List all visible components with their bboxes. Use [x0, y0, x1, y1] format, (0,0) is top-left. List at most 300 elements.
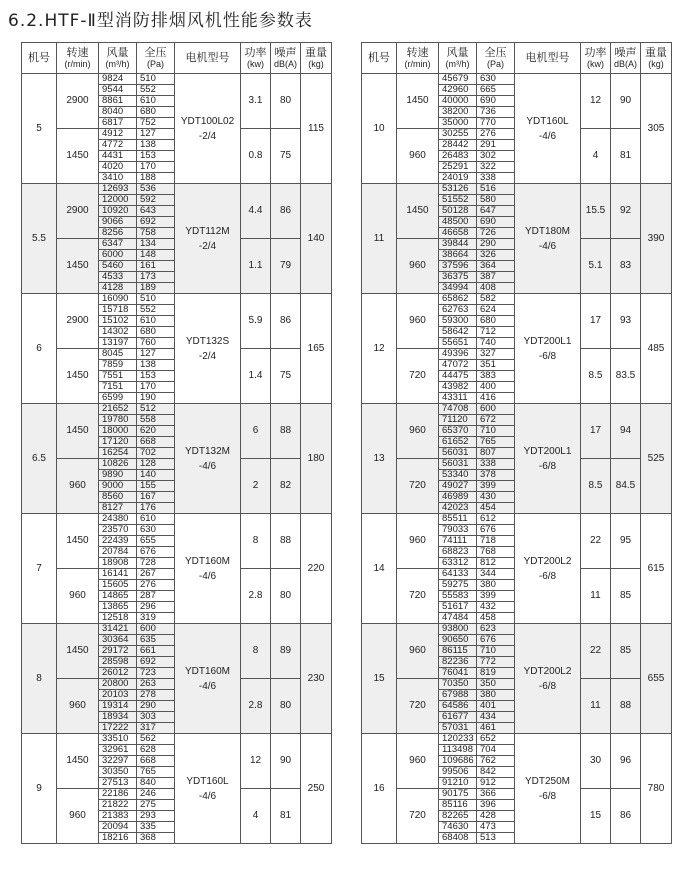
speed-cell: 720 [397, 679, 439, 734]
motor-model-line: -6/8 [538, 460, 557, 472]
pressure-cell: 652 [477, 734, 515, 745]
motor-model-line: YDT200L1 [523, 445, 572, 457]
speed-cell: 960 [57, 459, 99, 514]
pressure-cell: 173 [137, 272, 175, 283]
flow-cell: 91210 [439, 778, 477, 789]
pressure-cell: 458 [477, 613, 515, 624]
pressure-cell: 655 [137, 536, 175, 547]
flow-cell: 15718 [99, 305, 137, 316]
pressure-cell: 690 [477, 217, 515, 228]
pressure-cell: 630 [137, 525, 175, 536]
motor-model-cell [175, 404, 241, 514]
flow-cell: 67988 [439, 690, 477, 701]
pressure-cell: 383 [477, 371, 515, 382]
speed-cell: 960 [397, 239, 439, 294]
noise-cell: 80 [271, 74, 301, 129]
flow-cell: 74630 [439, 822, 477, 833]
pressure-cell: 676 [477, 635, 515, 646]
motor-model-line: YDT160M [184, 555, 230, 567]
power-cell: 17 [581, 404, 611, 459]
flow-cell: 79033 [439, 525, 477, 536]
header-power-unit: (kw) [247, 58, 264, 69]
motor-model-line: YDT180M [524, 225, 570, 237]
pressure-cell: 368 [137, 833, 175, 844]
pressure-cell: 758 [137, 228, 175, 239]
pressure-cell: 610 [137, 316, 175, 327]
pressure-cell: 153 [137, 371, 175, 382]
flow-cell: 16090 [99, 294, 137, 305]
pressure-cell: 762 [477, 756, 515, 767]
speed-cell: 1450 [57, 129, 99, 184]
flow-cell: 4772 [99, 140, 137, 151]
weight-cell: 615 [641, 514, 672, 624]
flow-cell: 48500 [439, 217, 477, 228]
noise-cell: 94 [611, 404, 641, 459]
pressure-cell: 912 [477, 778, 515, 789]
motor-model-line: YDT160L [526, 115, 569, 127]
flow-cell: 4431 [99, 151, 137, 162]
header-row [22, 43, 332, 74]
flow-cell: 9890 [99, 470, 137, 481]
pressure-cell: 726 [477, 228, 515, 239]
power-cell: 8 [241, 624, 271, 679]
header-flow-unit: (m³/h) [445, 58, 470, 69]
flow-cell: 56031 [439, 459, 477, 470]
flow-cell: 47072 [439, 360, 477, 371]
flow-cell: 18216 [99, 833, 137, 844]
table-row [362, 404, 672, 415]
weight-cell: 390 [641, 184, 672, 294]
flow-cell: 13865 [99, 602, 137, 613]
header-noise-label: 噪声 [614, 46, 637, 59]
header-motor-label: 电机型号 [185, 51, 230, 64]
power-cell: 6 [241, 404, 271, 459]
motor-model-line: -4/6 [198, 680, 217, 692]
flow-cell: 31421 [99, 624, 137, 635]
noise-cell: 88 [271, 514, 301, 569]
pressure-cell: 170 [137, 382, 175, 393]
flow-cell: 4128 [99, 283, 137, 294]
flow-cell: 30350 [99, 767, 137, 778]
flow-cell: 4020 [99, 162, 137, 173]
pressure-cell: 399 [477, 481, 515, 492]
header-flow-unit: (m³/h) [105, 58, 130, 69]
pressure-cell: 702 [137, 448, 175, 459]
table-row [22, 734, 332, 745]
flow-cell: 14865 [99, 591, 137, 602]
flow-cell: 26012 [99, 668, 137, 679]
pressure-cell: 692 [137, 657, 175, 668]
header-model-no [22, 43, 57, 74]
motor-model-cell [175, 624, 241, 734]
flow-cell: 85116 [439, 800, 477, 811]
pressure-cell: 293 [137, 811, 175, 822]
flow-cell: 20784 [99, 547, 137, 558]
pressure-cell: 246 [137, 789, 175, 800]
flow-cell: 68823 [439, 547, 477, 558]
power-cell: 15.5 [581, 184, 611, 239]
flow-cell: 51617 [439, 602, 477, 613]
header-pressure [137, 43, 175, 74]
header-weight-label: 重量 [305, 46, 327, 59]
flow-cell: 16141 [99, 569, 137, 580]
speed-cell: 1450 [57, 624, 99, 679]
pressure-cell: 620 [137, 426, 175, 437]
noise-cell: 85 [611, 624, 641, 679]
motor-model-line: -6/8 [538, 790, 557, 802]
pressure-cell: 335 [137, 822, 175, 833]
flow-cell: 59275 [439, 580, 477, 591]
pressure-cell: 263 [137, 679, 175, 690]
flow-cell: 68408 [439, 833, 477, 844]
header-motor [515, 43, 581, 74]
flow-cell: 28442 [439, 140, 477, 151]
motor-model-cell [515, 624, 581, 734]
pressure-cell: 326 [477, 250, 515, 261]
flow-cell: 63312 [439, 558, 477, 569]
motor-model-line: YDT160M [184, 665, 230, 677]
pressure-cell: 718 [477, 536, 515, 547]
header-power [241, 43, 271, 74]
flow-cell: 39844 [439, 239, 477, 250]
flow-cell: 42023 [439, 503, 477, 514]
pressure-cell: 327 [477, 349, 515, 360]
pressure-cell: 819 [477, 668, 515, 679]
motor-model-line: YDT132S [185, 335, 230, 347]
motor-model-line: -4/6 [538, 240, 557, 252]
header-power-label: 功率 [244, 46, 267, 59]
pressure-cell: 344 [477, 569, 515, 580]
header-speed-unit: (r/min) [64, 58, 91, 69]
power-cell: 0.8 [241, 129, 271, 184]
noise-cell: 83 [611, 239, 641, 294]
pressure-cell: 276 [137, 580, 175, 591]
flow-cell: 64586 [439, 701, 477, 712]
model-number-cell: 14 [362, 514, 397, 624]
pressure-cell: 807 [477, 448, 515, 459]
pressure-cell: 290 [477, 239, 515, 250]
flow-cell: 3410 [99, 173, 137, 184]
flow-cell: 82265 [439, 811, 477, 822]
speed-cell: 720 [397, 349, 439, 404]
header-noise [611, 43, 641, 74]
flow-cell: 9824 [99, 74, 137, 85]
weight-cell: 305 [641, 74, 672, 184]
header-noise-label: 噪声 [274, 46, 297, 59]
pressure-cell: 138 [137, 140, 175, 151]
flow-cell: 85511 [439, 514, 477, 525]
header-flow-label: 风量 [106, 46, 129, 59]
pressure-cell: 322 [477, 162, 515, 173]
flow-cell: 9544 [99, 85, 137, 96]
power-cell: 8.5 [581, 349, 611, 404]
header-speed [57, 43, 99, 74]
pressure-cell: 661 [137, 646, 175, 657]
pressure-cell: 728 [137, 558, 175, 569]
flow-cell: 76041 [439, 668, 477, 679]
noise-cell: 82 [271, 459, 301, 514]
power-cell: 11 [581, 569, 611, 624]
pressure-cell: 628 [137, 745, 175, 756]
model-number-cell: 15 [362, 624, 397, 734]
pressure-cell: 600 [477, 404, 515, 415]
pressure-cell: 840 [137, 778, 175, 789]
flow-cell: 120233 [439, 734, 477, 745]
flow-cell: 5460 [99, 261, 137, 272]
performance-table-left [21, 42, 332, 844]
pressure-cell: 461 [477, 723, 515, 734]
speed-cell: 960 [397, 294, 439, 349]
weight-cell: 230 [301, 624, 332, 734]
pressure-cell: 296 [137, 602, 175, 613]
pressure-cell: 610 [137, 96, 175, 107]
model-number-cell: 5 [22, 74, 57, 184]
pressure-cell: 690 [477, 96, 515, 107]
weight-cell: 115 [301, 74, 332, 184]
flow-cell: 65370 [439, 426, 477, 437]
motor-model-line: -2/4 [198, 350, 217, 362]
flow-cell: 18934 [99, 712, 137, 723]
noise-cell: 81 [271, 789, 301, 844]
pressure-cell: 275 [137, 800, 175, 811]
motor-model-line: -6/8 [538, 350, 557, 362]
flow-cell: 38664 [439, 250, 477, 261]
pressure-cell: 736 [477, 107, 515, 118]
flow-cell: 46989 [439, 492, 477, 503]
flow-cell: 57031 [439, 723, 477, 734]
flow-cell: 25291 [439, 162, 477, 173]
pressure-cell: 665 [477, 85, 515, 96]
model-number-cell: 7 [22, 514, 57, 624]
noise-cell: 84.5 [611, 459, 641, 514]
flow-cell: 7551 [99, 371, 137, 382]
flow-cell: 56031 [439, 448, 477, 459]
flow-cell: 90650 [439, 635, 477, 646]
flow-cell: 109686 [439, 756, 477, 767]
flow-cell: 8045 [99, 349, 137, 360]
pressure-cell: 516 [477, 184, 515, 195]
motor-model-line: YDT160L [186, 775, 229, 787]
pressure-cell: 378 [477, 470, 515, 481]
pressure-cell: 723 [137, 668, 175, 679]
noise-cell: 88 [271, 404, 301, 459]
power-cell: 4 [581, 129, 611, 184]
flow-cell: 21822 [99, 800, 137, 811]
weight-cell: 655 [641, 624, 672, 734]
pressure-cell: 643 [137, 206, 175, 217]
power-cell: 8.5 [581, 459, 611, 514]
flow-cell: 30364 [99, 635, 137, 646]
pressure-cell: 366 [477, 789, 515, 800]
speed-cell: 960 [397, 734, 439, 789]
speed-cell: 960 [397, 404, 439, 459]
header-noise-unit: dB(A) [613, 58, 637, 69]
table-row [22, 404, 332, 415]
flow-cell: 19780 [99, 415, 137, 426]
speed-cell: 720 [397, 789, 439, 844]
flow-cell: 43982 [439, 382, 477, 393]
noise-cell: 90 [611, 74, 641, 129]
header-weight-unit: (kg) [648, 58, 664, 69]
pressure-cell: 276 [477, 129, 515, 140]
pressure-cell: 399 [477, 591, 515, 602]
flow-cell: 74708 [439, 404, 477, 415]
motor-model-line: -6/8 [538, 570, 557, 582]
pressure-cell: 770 [477, 118, 515, 129]
flow-cell: 12518 [99, 613, 137, 624]
motor-model-line: YDT250M [524, 775, 570, 787]
speed-cell: 1450 [57, 514, 99, 569]
power-cell: 1.1 [241, 239, 271, 294]
model-number-cell: 6.5 [22, 404, 57, 514]
header-weight-label: 重量 [645, 46, 667, 59]
pressure-cell: 580 [477, 195, 515, 206]
motor-model-line: YDT132M [184, 445, 230, 457]
header-pressure-unit: (Pa) [146, 58, 164, 69]
flow-cell: 61652 [439, 437, 477, 448]
noise-cell: 75 [271, 129, 301, 184]
motor-model-cell [515, 294, 581, 404]
pressure-cell: 680 [477, 316, 515, 327]
motor-model-cell [515, 734, 581, 844]
flow-cell: 59300 [439, 316, 477, 327]
flow-cell: 6000 [99, 250, 137, 261]
flow-cell: 10920 [99, 206, 137, 217]
flow-cell: 53340 [439, 470, 477, 481]
header-speed-label: 转速 [406, 46, 429, 59]
noise-cell: 75 [271, 349, 301, 404]
flow-cell: 19314 [99, 701, 137, 712]
header-row [362, 43, 672, 74]
flow-cell: 42960 [439, 85, 477, 96]
pressure-cell: 513 [477, 833, 515, 844]
header-pressure [477, 43, 515, 74]
table-row [362, 294, 672, 305]
speed-cell: 1450 [57, 349, 99, 404]
weight-cell: 780 [641, 734, 672, 844]
flow-cell: 4533 [99, 272, 137, 283]
pressure-cell: 623 [477, 624, 515, 635]
flow-cell: 49027 [439, 481, 477, 492]
weight-cell: 525 [641, 404, 672, 514]
noise-cell: 90 [271, 734, 301, 789]
weight-cell: 165 [301, 294, 332, 404]
pressure-cell: 630 [477, 74, 515, 85]
header-noise-unit: dB(A) [273, 58, 297, 69]
flow-cell: 99506 [439, 767, 477, 778]
motor-model-cell [175, 294, 241, 404]
flow-cell: 28598 [99, 657, 137, 668]
flow-cell: 17222 [99, 723, 137, 734]
header-weight [301, 43, 332, 74]
pressure-cell: 552 [137, 305, 175, 316]
power-cell: 2.8 [241, 569, 271, 624]
pressure-cell: 692 [137, 217, 175, 228]
pressure-cell: 434 [477, 712, 515, 723]
flow-cell: 20103 [99, 690, 137, 701]
weight-cell: 485 [641, 294, 672, 404]
flow-cell: 6599 [99, 393, 137, 404]
pressure-cell: 350 [477, 679, 515, 690]
flow-cell: 74111 [439, 536, 477, 547]
speed-cell: 2900 [57, 294, 99, 349]
pressure-cell: 267 [137, 569, 175, 580]
flow-cell: 29172 [99, 646, 137, 657]
noise-cell: 85 [611, 569, 641, 624]
pressure-cell: 740 [477, 338, 515, 349]
flow-cell: 24019 [439, 173, 477, 184]
header-flow [99, 43, 137, 74]
noise-cell: 92 [611, 184, 641, 239]
pressure-cell: 400 [477, 382, 515, 393]
power-cell: 5.1 [581, 239, 611, 294]
motor-model-line: -6/8 [538, 680, 557, 692]
flow-cell: 44475 [439, 371, 477, 382]
model-number-cell: 9 [22, 734, 57, 844]
flow-cell: 13197 [99, 338, 137, 349]
speed-cell: 2900 [57, 184, 99, 239]
header-weight-unit: (kg) [308, 58, 324, 69]
motor-model-cell [175, 74, 241, 184]
flow-cell: 64133 [439, 569, 477, 580]
noise-cell: 96 [611, 734, 641, 789]
power-cell: 17 [581, 294, 611, 349]
speed-cell: 1450 [57, 404, 99, 459]
pressure-cell: 408 [477, 283, 515, 294]
pressure-cell: 380 [477, 690, 515, 701]
pressure-cell: 170 [137, 162, 175, 173]
table-row [22, 184, 332, 195]
flow-cell: 71120 [439, 415, 477, 426]
speed-cell: 720 [397, 569, 439, 624]
table-row [22, 294, 332, 305]
table-row [362, 514, 672, 525]
header-motor-label: 电机型号 [525, 51, 570, 64]
pressure-cell: 672 [477, 415, 515, 426]
weight-cell: 140 [301, 184, 332, 294]
pressure-cell: 291 [477, 140, 515, 151]
flow-cell: 47484 [439, 613, 477, 624]
pressure-cell: 338 [477, 173, 515, 184]
power-cell: 12 [581, 74, 611, 129]
speed-cell: 2900 [57, 74, 99, 129]
power-cell: 22 [581, 624, 611, 679]
pressure-cell: 552 [137, 85, 175, 96]
motor-model-line: -4/6 [198, 790, 217, 802]
pressure-cell: 558 [137, 415, 175, 426]
flow-cell: 35000 [439, 118, 477, 129]
speed-cell: 960 [397, 129, 439, 184]
speed-cell: 1450 [397, 74, 439, 129]
pressure-cell: 454 [477, 503, 515, 514]
pressure-cell: 188 [137, 173, 175, 184]
motor-model-line: -2/4 [198, 240, 217, 252]
pressure-cell: 510 [137, 74, 175, 85]
pressure-cell: 303 [137, 712, 175, 723]
pressure-cell: 428 [477, 811, 515, 822]
model-number-cell: 13 [362, 404, 397, 514]
noise-cell: 80 [271, 569, 301, 624]
pressure-cell: 416 [477, 393, 515, 404]
flow-cell: 18000 [99, 426, 137, 437]
flow-cell: 8861 [99, 96, 137, 107]
pressure-cell: 387 [477, 272, 515, 283]
pressure-cell: 676 [137, 547, 175, 558]
header-motor [175, 43, 241, 74]
flow-cell: 15605 [99, 580, 137, 591]
flow-cell: 15102 [99, 316, 137, 327]
flow-cell: 32961 [99, 745, 137, 756]
